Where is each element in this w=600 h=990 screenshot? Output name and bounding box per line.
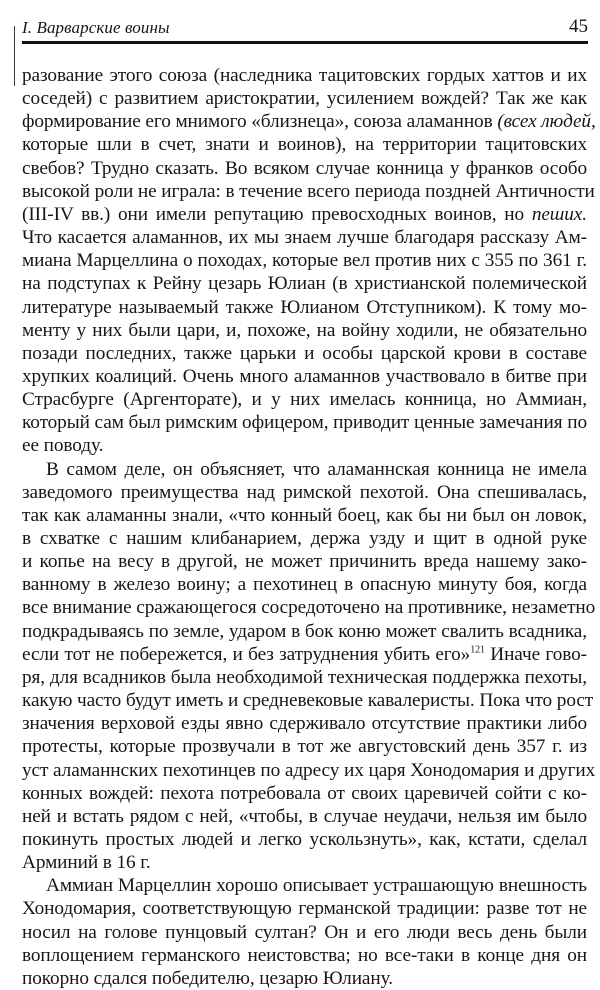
text-line <box>22 712 587 735</box>
text-line <box>22 365 587 388</box>
text-segment: менту у них были цари, и, похоже, на войну ходили, не обязательно <box>22 319 587 341</box>
text-segment: Аммиан Марцеллин хорошо описывает устрашающую внешность <box>46 875 587 897</box>
text-line <box>22 319 587 342</box>
text-segment: если тот не побережется, и без затруднения убить его» <box>22 643 471 665</box>
text-segment: воплощением германского неистовства; но все-таки в конце дня он <box>22 944 587 966</box>
text-line <box>22 944 587 967</box>
text-segment: значения верховой езды явно сдерживало отсутствие практики либо <box>22 713 587 735</box>
footnote-ref: 121 <box>470 644 485 656</box>
text-line <box>22 133 587 156</box>
text-line <box>22 249 587 272</box>
text-line <box>22 296 587 319</box>
text-line <box>22 481 587 504</box>
text-segment: Хонодомария, соответствующую германской традиции: разве тот не <box>22 898 587 920</box>
running-header <box>22 16 588 40</box>
text-segment: соседей) с развитием аристократии, усилением вождей? Так же как <box>22 88 587 110</box>
text-segment: уст аламаннских пехотинцев по адресу их царя Хонодомария и других <box>22 759 596 781</box>
text-line <box>22 203 587 226</box>
text-line <box>22 64 587 87</box>
page-number: 45 <box>569 16 588 37</box>
text-line <box>22 272 587 295</box>
header-rule <box>22 41 588 44</box>
text-line <box>22 851 587 874</box>
text-segment: на подступах к Рейну цезарь Юлиан (в христианской полемической <box>22 273 587 295</box>
text-line <box>22 87 587 110</box>
text-segment: литературе называемый также Юлианом Отступником). К тому мо- <box>22 296 587 318</box>
text-line <box>22 620 587 643</box>
text-segment: ря, для всадников была необходимой техническая поддержка пехоты, <box>22 666 587 688</box>
text-segment: конных вождей: пехота потребовала от своих царевичей сойти с ко- <box>22 782 587 804</box>
text-line <box>22 735 587 758</box>
text-line <box>22 921 587 944</box>
italic-segment: пеших. <box>531 203 587 225</box>
text-line <box>22 550 587 573</box>
text-segment: в схватке с нашим клибанарием, держа узду и щит в одной руке <box>22 528 587 549</box>
text-segment: какую часто будут иметь и средневековые кавалеристы. Пока что рост <box>22 690 594 712</box>
text-line <box>22 342 587 365</box>
text-segment: свебов? Трудно сказать. Во всяком случае конница у франков особо <box>22 157 587 179</box>
text-line <box>22 759 596 782</box>
text-line <box>22 180 595 203</box>
text-segment: разование этого союза (наследника тацитовских гордых хаттов и их <box>22 65 587 86</box>
text-line <box>22 828 587 851</box>
text-segment: высокой роли не играла: в течение всего периода поздней Античности <box>22 180 595 202</box>
text-segment: ней и встать рядом с ней, «чтобы, в случае неудачи, нельзя им было <box>22 805 587 827</box>
text-line <box>22 689 594 712</box>
text-line <box>22 411 587 434</box>
text-line <box>22 388 587 411</box>
text-line <box>22 805 587 828</box>
text-segment: Иначе гово- <box>484 643 588 665</box>
text-line <box>22 110 596 133</box>
text-segment: покинуть простых людей и легко ускользнуть», как, кстати, сделал <box>22 828 587 850</box>
text-line <box>22 596 596 619</box>
text-segment: который сам был римским офицером, приводит ценные замечания по <box>22 412 587 434</box>
text-line <box>22 157 587 180</box>
margin-mark <box>14 26 15 86</box>
text-segment: миана Марцеллина о походах, которые вел против них с 355 по 361 г. <box>22 250 587 272</box>
text-line <box>22 504 587 527</box>
text-segment: хрупких коалиций. Очень много аламаннов участвовало в битве при <box>22 365 587 387</box>
text-segment: Страсбурге (Аргенторате), и у них имелась конница, но Аммиан, <box>22 389 587 411</box>
text-segment: и копье на весу в другой, не может причинить вреда нашему зако- <box>22 551 587 573</box>
running-title: I. Варварские воины <box>22 18 170 37</box>
text-segment: все внимание сражающегося сосредоточено на противнике, незаметно <box>22 597 596 619</box>
text-segment: протесты, которые прозвучали в тот же августовский день 357 г. из <box>22 736 587 758</box>
text-segment: ванному в железо воину; а пехотинец в опасную минуту боя, когда <box>22 574 587 596</box>
text-line <box>46 874 587 897</box>
text-segment: Арминий в 16 г. <box>22 852 151 874</box>
text-line <box>22 967 587 990</box>
text-segment: В самом деле, он объясняет, что аламаннская конница не имела <box>46 458 587 480</box>
text-segment: носил на голове пунцовый султан? Он и его люди весь день были <box>22 921 587 943</box>
text-segment: ее поводу. <box>22 435 104 457</box>
text-segment: Что касается аламаннов, их мы знаем лучше благодаря рассказу Ам- <box>22 227 587 249</box>
text-line <box>22 897 587 920</box>
text-line <box>22 527 587 550</box>
text-segment: позади последних, также царьки и особы царской крови в составе <box>22 342 587 364</box>
text-line <box>22 434 587 457</box>
text-line <box>22 782 587 805</box>
italic-segment: (всех людей, <box>497 111 596 133</box>
text-segment: (III-IV вв.) они имели репутацию превосходных воинов, но <box>22 203 525 225</box>
text-line <box>22 226 587 249</box>
text-segment: формирование его мнимого «близнеца», союза аламаннов <box>22 111 493 133</box>
text-line <box>22 643 587 666</box>
text-segment: подкрадываясь по земле, ударом в бок коню может свалить всадника, <box>22 620 587 642</box>
text-line <box>22 666 587 689</box>
text-segment: которые шли в счет, знати и воинов), на территории тацитовских <box>22 134 587 156</box>
text-segment: покорно сдался победителю, цезарю Юлиану. <box>22 967 393 989</box>
text-segment: так как аламанны знали, «что конный боец, как бы ни был он ловок, <box>22 504 587 526</box>
text-segment: заведомого преимущества над римской пехотой. Она спешивалась, <box>22 481 587 503</box>
text-line <box>46 458 587 481</box>
text-line <box>22 573 587 596</box>
